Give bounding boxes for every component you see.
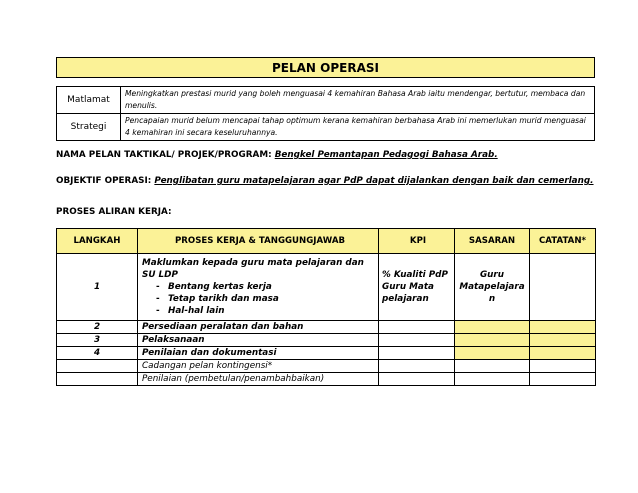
step-cell: 2 — [57, 321, 138, 334]
objektif-value: Penglibatan guru matapelajaran agar PdP dapat dijalankan dengan baik dan cemerlang. — [154, 176, 594, 186]
nama-pelan-line — [56, 150, 498, 160]
step-cell — [57, 373, 138, 386]
nama-pelan-label: NAMA PELAN TAKTIKAL/ PROJEK/PROGRAM: — [56, 150, 272, 160]
catatan-cell — [530, 347, 596, 360]
kpi-cell — [379, 347, 455, 360]
table-row — [57, 373, 596, 386]
proses-cell — [138, 254, 379, 321]
step-cell: 1 — [57, 254, 138, 321]
sasaran-cell — [455, 360, 530, 373]
header-langkah: LANGKAH — [57, 229, 138, 254]
header-kpi: KPI — [379, 229, 455, 254]
header-sasaran: SASARAN — [455, 229, 530, 254]
sasaran-cell — [455, 334, 530, 347]
step-cell — [57, 360, 138, 373]
table-row — [57, 334, 596, 347]
kpi-cell — [379, 254, 455, 321]
step-cell: 4 — [57, 347, 138, 360]
matlamat-strategi-table — [56, 86, 595, 141]
page-title: PELAN OPERASI — [56, 57, 595, 78]
catatan-cell — [530, 360, 596, 373]
sasaran-line: Matapelajara — [459, 282, 525, 292]
nama-pelan-value: Bengkel Pemantapan Pedagogi Bahasa Arab. — [274, 150, 498, 160]
matlamat-text: Meningkatkan prestasi murid yang boleh menguasai 4 kemahiran Bahasa Arab iaitu mendengar, bertutur, membaca dan menulis. — [121, 87, 595, 114]
matlamat-row — [57, 87, 595, 114]
strategi-row — [57, 114, 595, 141]
proses-cell: Persediaan peralatan dan bahan — [138, 321, 379, 334]
proses-cell: Cadangan pelan kontingensi* — [138, 360, 379, 373]
step-cell: 3 — [57, 334, 138, 347]
list-item: - Tetap tarikh dan masa — [156, 293, 378, 305]
kpi-line: % Kualiti PdP — [382, 270, 448, 280]
proses-lead: Maklumkan kepada guru mata pelajaran dan SU LDP — [142, 258, 364, 280]
kpi-line: pelajaran — [382, 294, 429, 304]
header-proses-kerja: PROSES KERJA & TANGGUNGJAWAB — [138, 229, 379, 254]
proses-cell: Pelaksanaan — [138, 334, 379, 347]
table-row — [57, 254, 596, 321]
strategi-text: Pencapaian murid belum mencapai tahap optimum kerana kemahiran berbahasa Arab ini memerlukan murid menguasai 4 kemahiran ini secara keseluruhannya. — [121, 114, 595, 141]
strategi-label: Strategi — [57, 114, 121, 141]
sasaran-cell — [455, 321, 530, 334]
proses-bullets — [156, 281, 378, 317]
table-row — [57, 347, 596, 360]
proses-heading: PROSES ALIRAN KERJA: — [56, 207, 172, 217]
sasaran-cell — [455, 347, 530, 360]
kpi-cell — [379, 373, 455, 386]
proses-cell: Penilaian dan dokumentasi — [138, 347, 379, 360]
kpi-cell — [379, 321, 455, 334]
proses-aliran-kerja-table — [56, 228, 596, 386]
table-header-row — [57, 229, 596, 254]
matlamat-label: Matlamat — [57, 87, 121, 114]
sasaran-line: n — [488, 294, 496, 304]
table-row — [57, 360, 596, 373]
kpi-line: Guru Mata — [382, 282, 434, 292]
header-catatan: CATATAN* — [530, 229, 596, 254]
objektif-line — [56, 176, 594, 186]
catatan-cell — [530, 254, 596, 321]
list-item: - Bentang kertas kerja — [156, 281, 378, 293]
proses-cell: Penilaian (pembetulan/penambahbaikan) — [138, 373, 379, 386]
objektif-label: OBJEKTIF OPERASI: — [56, 176, 152, 186]
list-item: - Hal-hal lain — [156, 305, 378, 317]
sasaran-cell — [455, 373, 530, 386]
kpi-cell — [379, 334, 455, 347]
kpi-cell — [379, 360, 455, 373]
table-row — [57, 321, 596, 334]
sasaran-cell — [455, 254, 530, 321]
catatan-cell — [530, 373, 596, 386]
catatan-cell — [530, 334, 596, 347]
sasaran-line: Guru — [479, 270, 505, 280]
catatan-cell — [530, 321, 596, 334]
